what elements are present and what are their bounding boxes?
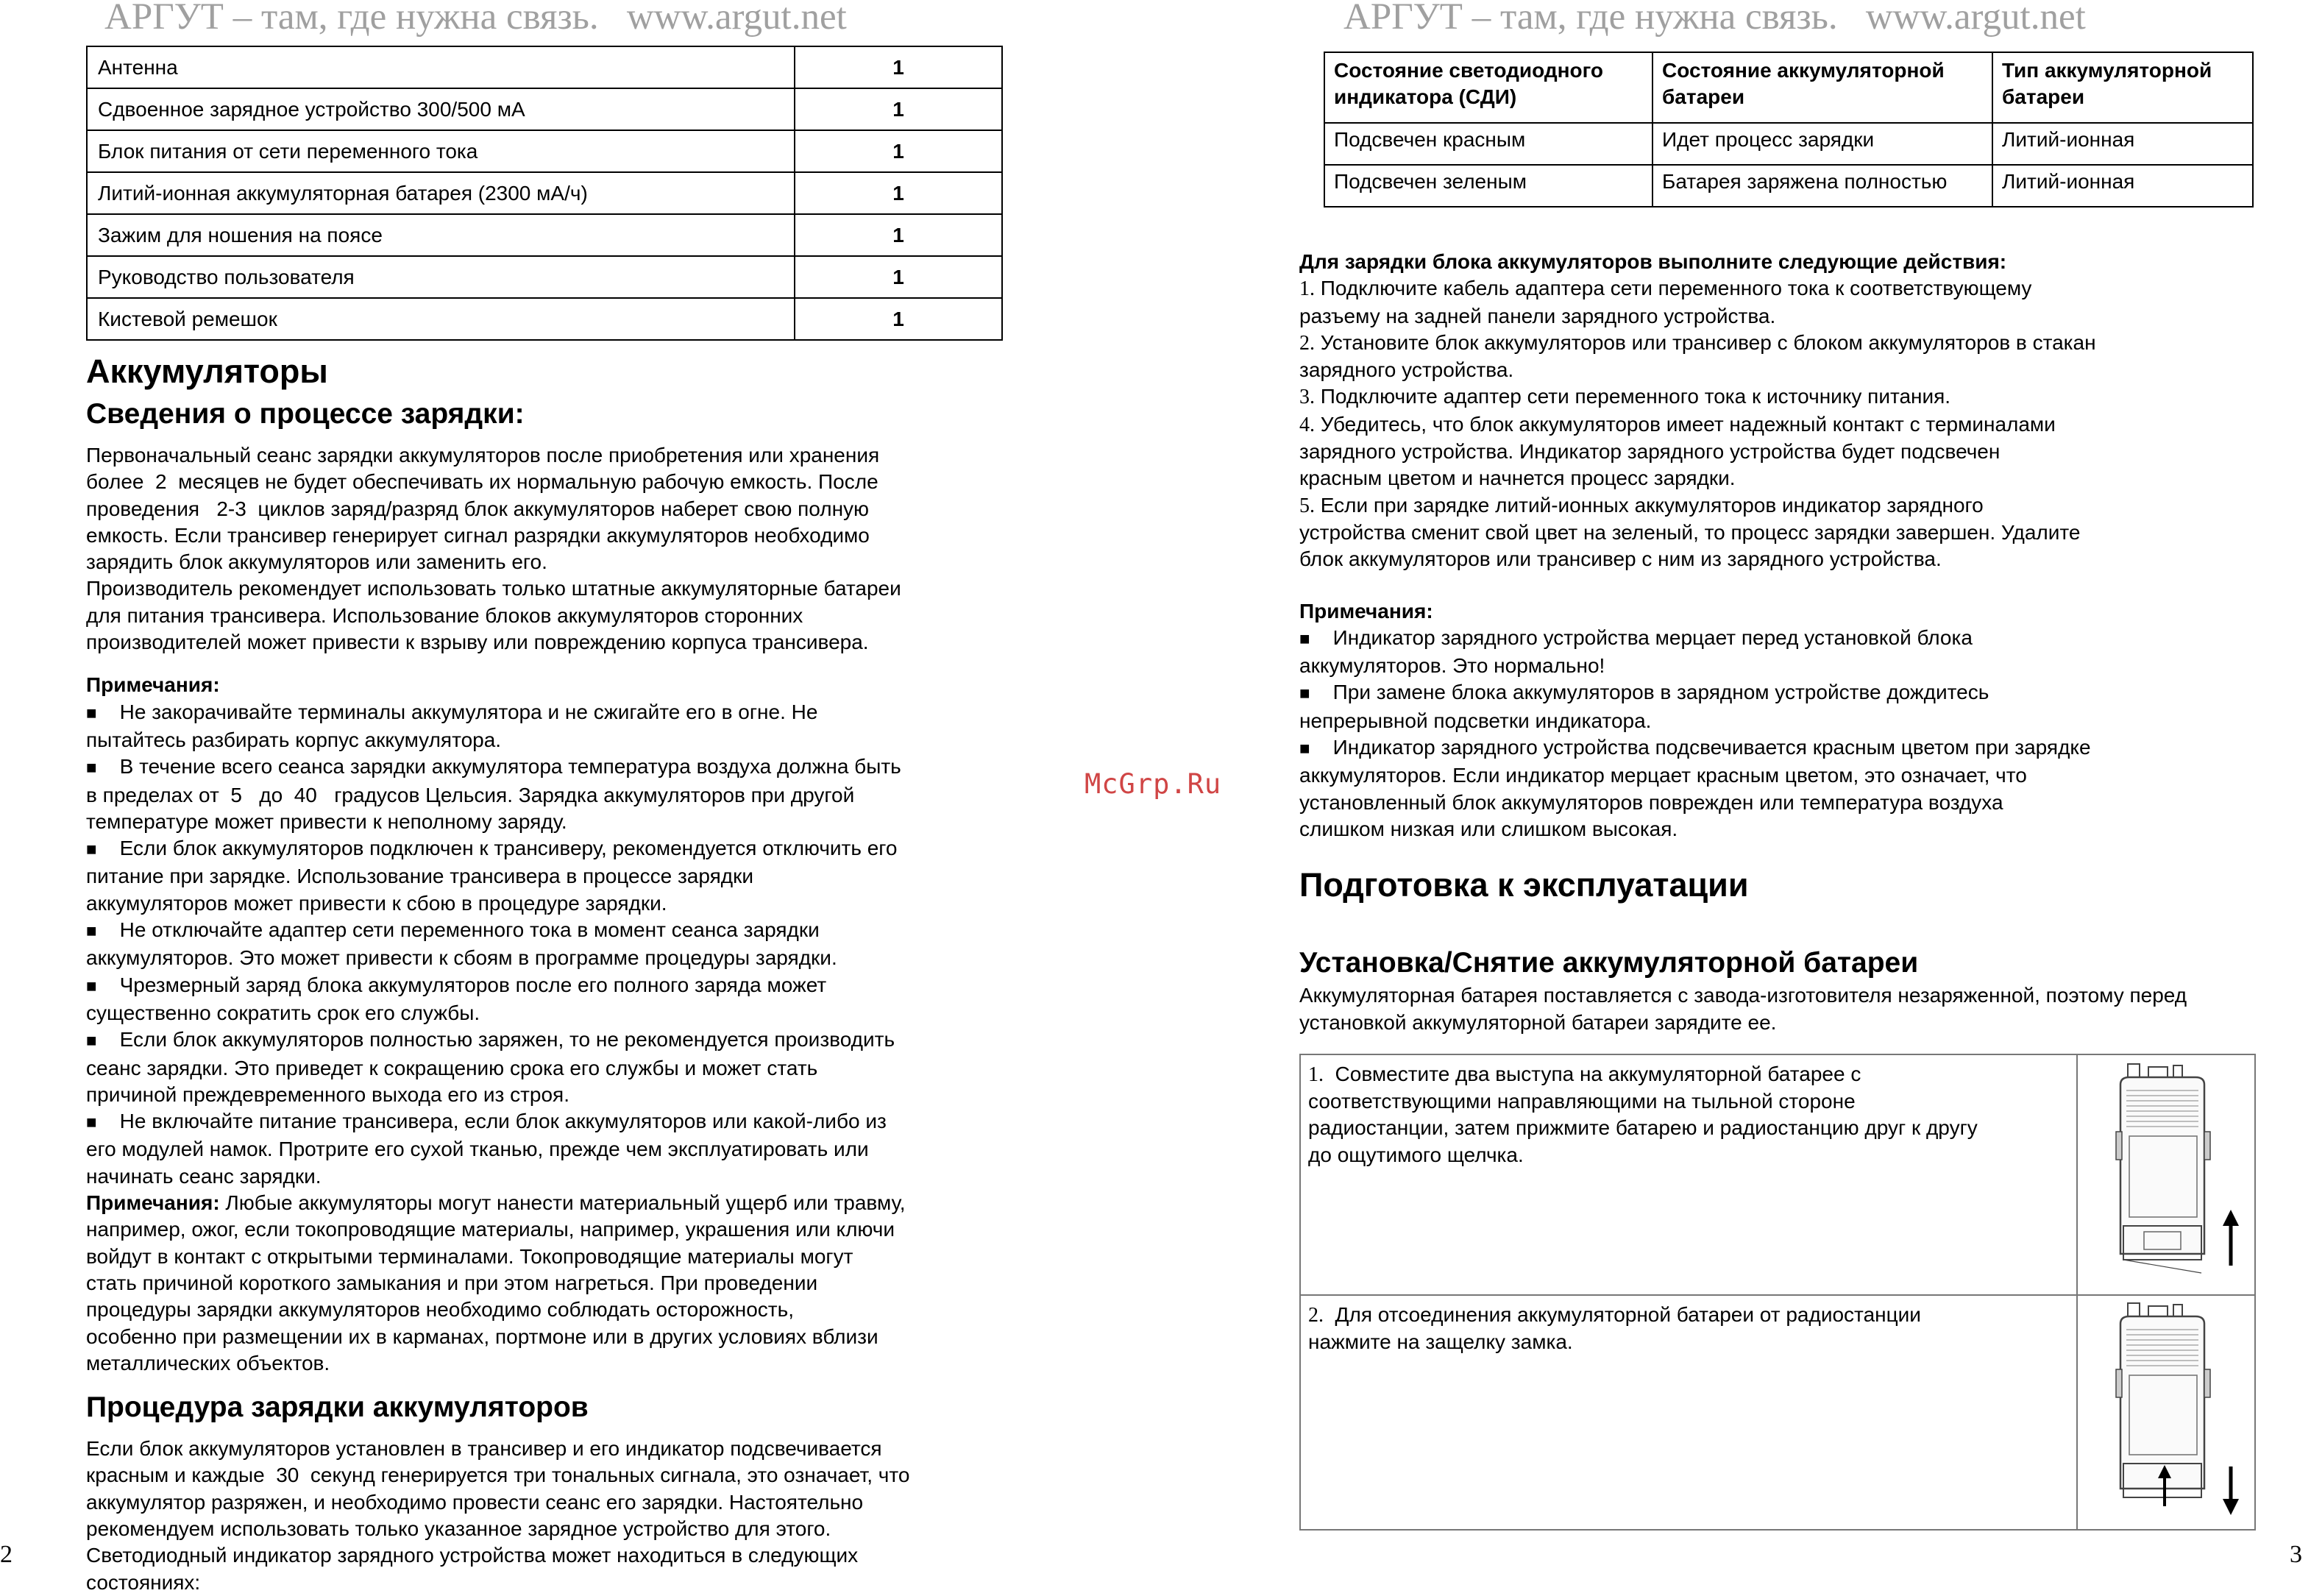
install-intro xyxy=(1299,982,2307,1036)
step-number: 2. xyxy=(1299,331,1315,355)
led-states-table xyxy=(1324,52,2254,208)
text-line: Производитель рекомендует использовать только штатные аккумуляторные батареи xyxy=(86,577,901,600)
item-name: Кистевой ремешок xyxy=(87,298,795,340)
step-text: устройства сменит свой цвет на зеленый, то процесс зарядки завершен. Удалите xyxy=(1299,520,2081,544)
bullet-square-icon: ■ xyxy=(1299,684,1310,704)
note-item xyxy=(86,699,1013,727)
led-state-header: Состояние светодиодного индикатора (СДИ) xyxy=(1324,52,1653,123)
note-item xyxy=(1299,734,2307,762)
install-step-row xyxy=(1300,1295,2255,1530)
note-text: аккумуляторов. Это может привести к сбоям в программе процедуры зарядки. xyxy=(86,946,837,970)
note-text: непрерывной подсветки индикатора. xyxy=(1299,709,1652,732)
note-continuation xyxy=(86,1055,1013,1082)
package-contents-table xyxy=(86,46,1003,341)
table-row xyxy=(87,172,1002,214)
step-text: зарядного устройства. xyxy=(1299,358,1514,382)
note-text: Если блок аккумуляторов полностью заряжен, то не рекомендуется производить xyxy=(96,1028,895,1051)
warning-paragraph xyxy=(86,1190,1013,1216)
item-name: Руководство пользователя xyxy=(87,256,795,298)
note-text: питание при зарядке. Использование трансивера в процессе зарядки xyxy=(86,865,754,888)
charging-step-continuation xyxy=(1299,303,2307,330)
charging-step xyxy=(1299,330,2307,357)
item-qty: 1 xyxy=(795,172,1002,214)
charging-step xyxy=(1299,411,2307,439)
bullet-square-icon: ■ xyxy=(86,840,97,860)
page-header-right: АРГУТ – там, где нужна связь. www.argut.net xyxy=(1343,0,2086,38)
item-qty: 1 xyxy=(795,46,1002,88)
table-row xyxy=(87,46,1002,88)
warning-line: стать причиной короткого замыкания и при этом нагреться. При проведении xyxy=(86,1271,818,1294)
install-remove-title: Установка/Снятие аккумуляторной батареи xyxy=(1299,947,1919,979)
step-text: красным цветом и начнется процесс зарядки. xyxy=(1299,467,1736,490)
note-item xyxy=(86,753,1013,781)
charging-step-continuation xyxy=(1299,465,2307,492)
note-continuation xyxy=(1299,816,2307,843)
note-item xyxy=(86,917,1013,945)
item-qty: 1 xyxy=(795,214,1002,256)
note-text: установленный блок аккумуляторов поврежден или температура воздуха xyxy=(1299,790,2003,814)
note-text: Не включайте питание трансивера, если блок аккумуляторов или какой-либо из xyxy=(96,1110,887,1133)
step-text: разъему на задней панели зарядного устройства. xyxy=(1299,304,1776,327)
note-text: начинать сеанс зарядки. xyxy=(86,1164,322,1188)
note-item xyxy=(86,835,1013,863)
note-continuation xyxy=(86,782,1013,809)
step-text: Подключите адаптер сети переменного тока к источнику питания. xyxy=(1315,385,1951,408)
note-text: его модулей намок. Протрите его сухой тканью, прежде чем эксплуатировать или xyxy=(86,1138,869,1161)
table-cell: Литий-ионная xyxy=(1992,165,2253,207)
install-step-text: 2. Для отсоединения аккумуляторной батареи от радиостанции нажмите на защелку замка. xyxy=(1300,1295,2077,1530)
page-header-left: АРГУТ – там, где нужна связь. www.argut.net xyxy=(104,0,847,38)
text-line: рекомендуем использовать только указанное зарядное устройство для этого. xyxy=(86,1517,831,1540)
left-page xyxy=(86,46,1013,1596)
radio-attach-icon xyxy=(2078,1055,2254,1291)
bullet-square-icon: ■ xyxy=(1299,628,1310,649)
charging-info-paragraph-1 xyxy=(86,442,1013,575)
install-step-line: соответствующими направляющими на тыльной стороне xyxy=(1308,1090,1856,1113)
charging-info-paragraph-2 xyxy=(86,575,1013,656)
table-row xyxy=(1324,123,2253,165)
charging-steps-title: Для зарядки блока аккумуляторов выполните следующие действия: xyxy=(1299,250,2007,273)
note-text: причиной преждевременного выхода его из строя. xyxy=(86,1082,570,1106)
note-text: Если блок аккумуляторов подключен к трансиверу, рекомендуется отключить его xyxy=(96,837,898,860)
step-number: 3. xyxy=(1299,386,1315,409)
note-continuation xyxy=(1299,790,2307,816)
note-continuation xyxy=(86,890,1013,917)
item-qty: 1 xyxy=(795,298,1002,340)
note-continuation xyxy=(86,1000,1013,1026)
text-line: производителей может привести к взрыву или повреждению корпуса трансивера. xyxy=(86,631,869,654)
item-name: Блок питания от сети переменного тока xyxy=(87,130,795,172)
bullet-square-icon: ■ xyxy=(86,976,97,996)
warning-line: войдут в контакт с открытыми терминалами. Токопроводящие материалы могут xyxy=(86,1244,853,1268)
table-row xyxy=(87,88,1002,130)
step-text: Если при зарядке литий-ионных аккумуляторов индикатор зарядного xyxy=(1315,493,1984,517)
battery-state-header: Состояние аккумуляторной батареи xyxy=(1653,52,1992,123)
note-continuation xyxy=(86,809,1013,835)
text-line: для питания трансивера. Использование блоков аккумуляторов сторонних xyxy=(86,603,803,627)
text-line: проведения 2-3 циклов заряд/разряд блок аккумуляторов наберет свою полную xyxy=(86,497,870,520)
charging-step-continuation xyxy=(1299,546,2307,572)
note-text: аккумуляторов может привести к сбою в процедуре зарядки. xyxy=(86,891,667,915)
warning-first-line: Любые аккумуляторы могут нанести материальный ущерб или травму, xyxy=(219,1191,906,1215)
page-number-right: 3 xyxy=(2290,1541,2302,1568)
note-text: Индикатор зарядного устройства подсвечивается красным цветом при зарядке xyxy=(1310,736,2091,759)
install-step-line: до ощутимого щелчка. xyxy=(1308,1143,1524,1166)
warning-line: процедуры зарядки аккумуляторов необходимо соблюдать осторожность, xyxy=(86,1298,794,1322)
warning-label: Примечания: xyxy=(86,1191,220,1215)
note-text: аккумуляторов. Если индикатор мерцает красным цветом, это означает, что xyxy=(1299,764,2027,787)
text-line: зарядить блок аккумуляторов или заменить его. xyxy=(86,550,547,574)
note-text: сеанс зарядки. Это приведет к сокращению срока его службы и может стать xyxy=(86,1056,818,1079)
step-number: 1. xyxy=(1299,277,1315,301)
install-step-text: 1. Совместите два выступа на аккумуляторной батарее с соответствующими направляющими на тыльной стороне радиостанции, затем прижмите батарею и радиостанцию друг к другу до ощутимого щелчка. xyxy=(1300,1054,2077,1295)
note-text: Не закорачивайте терминалы аккумулятора и не сжигайте его в огне. Не xyxy=(96,700,818,723)
bullet-square-icon: ■ xyxy=(1299,739,1310,759)
notes-title-right: Примечания: xyxy=(1299,599,1433,623)
charging-info-title: Сведения о процессе зарядки: xyxy=(86,398,525,430)
section-title-batteries: Аккумуляторы xyxy=(86,352,328,390)
charging-step xyxy=(1299,275,2307,302)
radio-detach-icon xyxy=(2078,1296,2254,1525)
charging-step-continuation xyxy=(1299,439,2307,465)
install-steps-table xyxy=(1299,1054,2256,1531)
note-text: существенно сократить срок его службы. xyxy=(86,1001,480,1024)
warning-paragraph-rest xyxy=(86,1216,1013,1377)
text-line: красным и каждые 30 секунд генерируется три тональных сигнала, это означает, что xyxy=(86,1464,910,1487)
right-page xyxy=(1299,52,2307,1531)
note-item xyxy=(86,972,1013,1000)
note-text: Чрезмерный заряд блока аккумуляторов после его полного заряда может xyxy=(96,973,827,996)
note-text: В течение всего сеанса зарядки аккумулятора температура воздуха должна быть xyxy=(96,755,901,779)
table-cell: Подсвечен зеленым xyxy=(1324,165,1653,207)
note-item xyxy=(86,1026,1013,1054)
note-item xyxy=(1299,679,2307,707)
bullet-square-icon: ■ xyxy=(86,921,97,942)
text-line: Первоначальный сеанс зарядки аккумуляторов после приобретения или хранения xyxy=(86,444,880,467)
bullet-square-icon: ■ xyxy=(86,1031,97,1051)
note-text: температуре может привести к неполному заряду. xyxy=(86,809,567,833)
text-line: установкой аккумуляторной батареи зарядите ее. xyxy=(1299,1010,1777,1034)
text-line: аккумулятор разряжен, и необходимо провести сеанс его зарядки. Настоятельно xyxy=(86,1490,864,1514)
note-text: в пределах от 5 до 40 градусов Цельсия. Зарядка аккумуляторов при другой xyxy=(86,783,855,806)
table-row xyxy=(87,298,1002,340)
bullet-square-icon: ■ xyxy=(86,758,97,779)
text-line: состояниях: xyxy=(86,1570,201,1594)
install-step-line: радиостанции, затем прижмите батарею и радиостанцию друг к другу xyxy=(1308,1116,1978,1140)
notes-list-right xyxy=(1299,625,2307,843)
note-text: Индикатор зарядного устройства мерцает перед установкой блока xyxy=(1310,625,1973,649)
step-text: Установите блок аккумуляторов или трансивер с блоком аккумуляторов в стакан xyxy=(1315,330,2096,354)
text-line: Светодиодный индикатор зарядного устройства может находиться в следующих xyxy=(86,1544,859,1567)
table-cell: Литий-ионная xyxy=(1992,123,2253,165)
step-text: блок аккумуляторов или трансивер с ним из зарядного устройства. xyxy=(1299,547,1942,571)
install-step-line: нажмите на защелку замка. xyxy=(1308,1330,1573,1354)
radio-attach-illustration xyxy=(2077,1054,2255,1295)
note-continuation xyxy=(86,1163,1013,1190)
warning-line: например, ожог, если токопроводящие материалы, например, украшения или ключи xyxy=(86,1218,895,1241)
note-text: аккумуляторов. Это нормально! xyxy=(1299,654,1605,678)
item-name: Литий-ионная аккумуляторная батарея (2300 мА/ч) xyxy=(87,172,795,214)
bullet-square-icon: ■ xyxy=(86,703,97,723)
step-text: зарядного устройства. Индикатор зарядного устройства будет подсвечен xyxy=(1299,440,2001,464)
note-item xyxy=(86,1108,1013,1136)
item-name: Зажим для ношения на поясе xyxy=(87,214,795,256)
note-continuation xyxy=(1299,708,2307,734)
item-name: Сдвоенное зарядное устройство 300/500 мА xyxy=(87,88,795,130)
bullet-square-icon: ■ xyxy=(86,1113,97,1133)
item-qty: 1 xyxy=(795,88,1002,130)
charging-step xyxy=(1299,383,2307,411)
charging-step-continuation xyxy=(1299,519,2307,546)
procedure-paragraph xyxy=(86,1436,1013,1596)
install-step-line: Совместите два выступа на аккумуляторной батарее с xyxy=(1324,1062,1861,1085)
step-number: 4. xyxy=(1299,413,1315,436)
battery-type-header: Тип аккумуляторной батареи xyxy=(1992,52,2253,123)
table-row xyxy=(1324,165,2253,207)
table-row xyxy=(87,130,1002,172)
note-text: пытайтесь разбирать корпус аккумулятора. xyxy=(86,728,502,751)
table-cell: Батарея заряжена полностью xyxy=(1653,165,1992,207)
item-qty: 1 xyxy=(795,130,1002,172)
step-number: 5. xyxy=(1299,494,1315,517)
install-step-line: Для отсоединения аккумуляторной батареи от радиостанции xyxy=(1324,1302,1921,1326)
charging-steps-list xyxy=(1299,275,2307,572)
table-cell: Идет процесс зарядки xyxy=(1653,123,1992,165)
note-continuation xyxy=(86,863,1013,890)
watermark: McGrp.Ru xyxy=(1084,768,1222,800)
note-continuation xyxy=(1299,653,2307,679)
notes-title-left: Примечания: xyxy=(86,673,220,697)
text-line: емкость. Если трансивер генерирует сигнал разрядки аккумуляторов необходимо xyxy=(86,523,870,547)
table-row xyxy=(87,214,1002,256)
warning-line: металлических объектов. xyxy=(86,1351,330,1375)
item-qty: 1 xyxy=(795,256,1002,298)
note-continuation xyxy=(86,1082,1013,1108)
step-text: Убедитесь, что блок аккумуляторов имеет надежный контакт с терминалами xyxy=(1315,412,2056,436)
text-line: Аккумуляторная батарея поставляется с завода-изготовителя незаряженной, поэтому перед xyxy=(1299,984,2187,1007)
text-line: Если блок аккумуляторов установлен в трансивер и его индикатор подсвечивается xyxy=(86,1437,882,1461)
note-continuation xyxy=(1299,762,2307,789)
notes-list-left xyxy=(86,699,1013,1190)
table-row xyxy=(87,256,1002,298)
charging-step-continuation xyxy=(1299,357,2307,383)
note-continuation xyxy=(86,727,1013,753)
text-line: более 2 месяцев не будет обеспечивать их нормальную рабочую емкость. После xyxy=(86,470,878,494)
install-step-row xyxy=(1300,1054,2255,1295)
preparation-title: Подготовка к эксплуатации xyxy=(1299,866,1749,904)
table-cell: Подсвечен красным xyxy=(1324,123,1653,165)
note-continuation xyxy=(86,945,1013,971)
item-name: Антенна xyxy=(87,46,795,88)
note-continuation xyxy=(86,1136,1013,1163)
step-text: Подключите кабель адаптера сети переменного тока к соответствующему xyxy=(1315,277,2032,300)
note-text: При замене блока аккумуляторов в зарядном устройстве дождитесь xyxy=(1310,681,1989,704)
note-text: слишком низкая или слишком высокая. xyxy=(1299,817,1678,840)
note-item xyxy=(1299,625,2307,653)
procedure-title: Процедура зарядки аккумуляторов xyxy=(86,1391,589,1424)
page-number-left: 2 xyxy=(0,1541,13,1568)
warning-line: особенно при размещении их в карманах, портмоне или в других условиях вблизи xyxy=(86,1324,878,1348)
note-text: Не отключайте адаптер сети переменного тока в момент сеанса зарядки xyxy=(96,918,820,942)
radio-detach-illustration xyxy=(2077,1295,2255,1530)
charging-step xyxy=(1299,492,2307,519)
